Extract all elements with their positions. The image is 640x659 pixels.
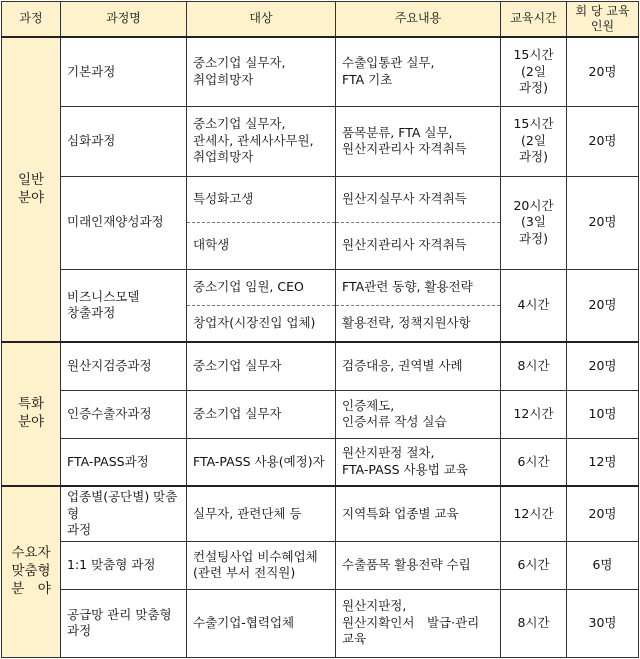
persons-cell: 20명	[567, 269, 639, 342]
table-row	[2, 541, 639, 589]
target-cell: 중소기업 실무자, 취업희망자	[187, 37, 336, 106]
course-name-cell: 1:1 맞춤형 과정	[61, 541, 187, 589]
persons-cell: 20명	[567, 37, 639, 106]
target-cell: 특성화고생	[187, 176, 336, 222]
hours-cell: 6시간	[501, 541, 567, 589]
hours-cell: 12시간	[501, 390, 567, 438]
target-cell: 중소기업 실무자, 관세사, 관세사사무원, 취업희망자	[187, 106, 336, 176]
content-cell: 원산지실무사 자격취득	[336, 176, 501, 222]
header-target: 대상	[187, 2, 336, 38]
course-name-cell: 기본과정	[61, 37, 187, 106]
header-course-name: 과정명	[61, 2, 187, 38]
table-row	[2, 176, 639, 222]
target-cell: 창업자(시장진입 업체)	[187, 305, 336, 342]
category-cell: 일반 분야	[2, 37, 61, 342]
header-persons: 회 당 교육인원	[567, 2, 639, 38]
table-row	[2, 37, 639, 106]
content-cell: 원산지판정 절차, FTA-PASS 사용법 교육	[336, 438, 501, 486]
hours-cell: 4시간	[501, 269, 567, 342]
header-row	[2, 2, 639, 38]
content-cell: 검증대응, 권역별 사례	[336, 342, 501, 390]
hours-cell: 8시간	[501, 589, 567, 657]
table-row	[2, 486, 639, 541]
persons-cell: 10명	[567, 390, 639, 438]
course-name-cell: 미래인재양성과정	[61, 176, 187, 269]
persons-cell: 20명	[567, 106, 639, 176]
hours-cell: 15시간 (2일 과정)	[501, 106, 567, 176]
persons-cell: 30명	[567, 589, 639, 657]
course-name-cell: 심화과정	[61, 106, 187, 176]
course-name-cell: 원산지검증과정	[61, 342, 187, 390]
table-row	[2, 342, 639, 390]
target-cell: 대학생	[187, 222, 336, 269]
hours-cell: 20시간 (3일 과정)	[501, 176, 567, 269]
header-hours: 교육시간	[501, 2, 567, 38]
content-cell: 원산지관리사 자격취득	[336, 222, 501, 269]
target-cell: 중소기업 실무자	[187, 342, 336, 390]
header-category: 과정	[2, 2, 61, 38]
content-cell: 수출품목 활용전략 수립	[336, 541, 501, 589]
content-cell: FTA관련 동향, 활용전략	[336, 269, 501, 305]
category-cell: 특화 분야	[2, 342, 61, 486]
table-row	[2, 269, 639, 305]
content-cell: 활용전략, 정책지원사항	[336, 305, 501, 342]
hours-cell: 8시간	[501, 342, 567, 390]
content-cell: 인증제도, 인증서류 작성 실습	[336, 390, 501, 438]
content-cell: 원산지판정, 원산지확인서 발급·관리 교육	[336, 589, 501, 657]
persons-cell: 20명	[567, 486, 639, 541]
table-row	[2, 106, 639, 176]
course-table	[1, 1, 639, 658]
course-name-cell: 업종별(공단별) 맞춤형 과정	[61, 486, 187, 541]
course-name-cell: 인증수출자과정	[61, 390, 187, 438]
course-name-cell: 비즈니스모델 창출과정	[61, 269, 187, 342]
hours-cell: 6시간	[501, 438, 567, 486]
hours-cell: 15시간 (2일 과정)	[501, 37, 567, 106]
persons-cell: 6명	[567, 541, 639, 589]
header-content: 주요내용	[336, 2, 501, 38]
content-cell: 지역특화 업종별 교육	[336, 486, 501, 541]
persons-cell: 20명	[567, 342, 639, 390]
content-cell: 수출입통관 실무, FTA 기초	[336, 37, 501, 106]
target-cell: 중소기업 실무자	[187, 390, 336, 438]
persons-cell: 20명	[567, 176, 639, 269]
course-name-cell: 공급망 관리 맞춤형 과정	[61, 589, 187, 657]
course-name-cell: FTA-PASS과정	[61, 438, 187, 486]
target-cell: 컨설팅사업 비수혜업체 (관련 부서 전직원)	[187, 541, 336, 589]
table-row	[2, 438, 639, 486]
target-cell: 중소기업 임원, CEO	[187, 269, 336, 305]
target-cell: FTA-PASS 사용(예정)자	[187, 438, 336, 486]
category-cell: 수요자 맞춤형 분 야	[2, 486, 61, 657]
table-row	[2, 390, 639, 438]
target-cell: 수출기업-협력업체	[187, 589, 336, 657]
content-cell: 품목분류, FTA 실무, 원산지관리사 자격취득	[336, 106, 501, 176]
persons-cell: 12명	[567, 438, 639, 486]
hours-cell: 12시간	[501, 486, 567, 541]
table-row	[2, 589, 639, 657]
target-cell: 실무자, 관련단체 등	[187, 486, 336, 541]
